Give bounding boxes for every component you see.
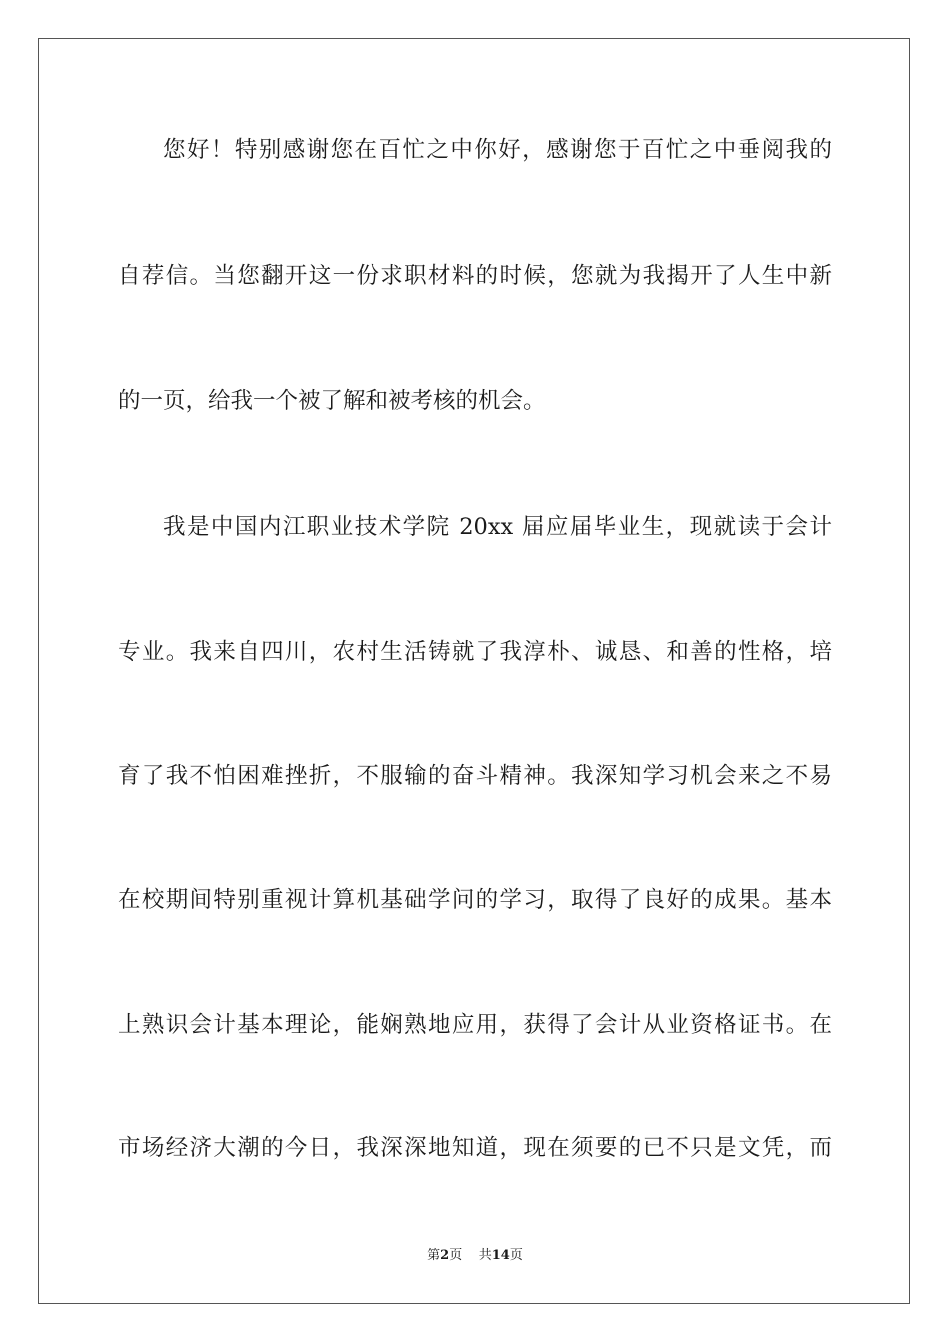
paragraph-1-line-3: 的一页，给我一个被了解和被考核的机会。 [118, 388, 546, 414]
footer-page-prefix: 第 [427, 1248, 441, 1263]
paragraph-2-line-3: 育了我不怕困难挫折，不服输的奋斗精神。我深知学习机会来之不易 [118, 763, 832, 789]
paragraph-1-line-1: 您好！特别感谢您在百忙之中你好，感谢您于百忙之中垂阅我的 [163, 137, 832, 163]
footer-page-mid: 页 共 [449, 1248, 492, 1263]
paragraph-2-line-6: 市场经济大潮的今日，我深深地知道，现在须要的已不只是文凭，而 [118, 1135, 832, 1161]
paragraph-2-line-5: 上熟识会计基本理论，能娴熟地应用，获得了会计从业资格证书。在 [118, 1012, 832, 1038]
paragraph-2-line-2: 专业。我来自四川，农村生活铸就了我淳朴、诚恳、和善的性格，培 [118, 639, 832, 665]
page-border [38, 38, 910, 1304]
footer-page-total: 14 [491, 1248, 510, 1263]
footer-page-suffix: 页 [509, 1248, 523, 1263]
page-number-footer [0, 1247, 950, 1265]
paragraph-1-line-2: 自荐信。当您翻开这一份求职材料的时候，您就为我揭开了人生中新 [118, 263, 832, 289]
footer-page-current: 2 [440, 1248, 450, 1263]
paragraph-2-line-4: 在校期间特别重视计算机基础学问的学习，取得了良好的成果。基本 [118, 887, 832, 913]
paragraph-2-line-1: 我是中国内江职业技术学院 20xx 届应届毕业生，现就读于会计 [163, 514, 832, 540]
